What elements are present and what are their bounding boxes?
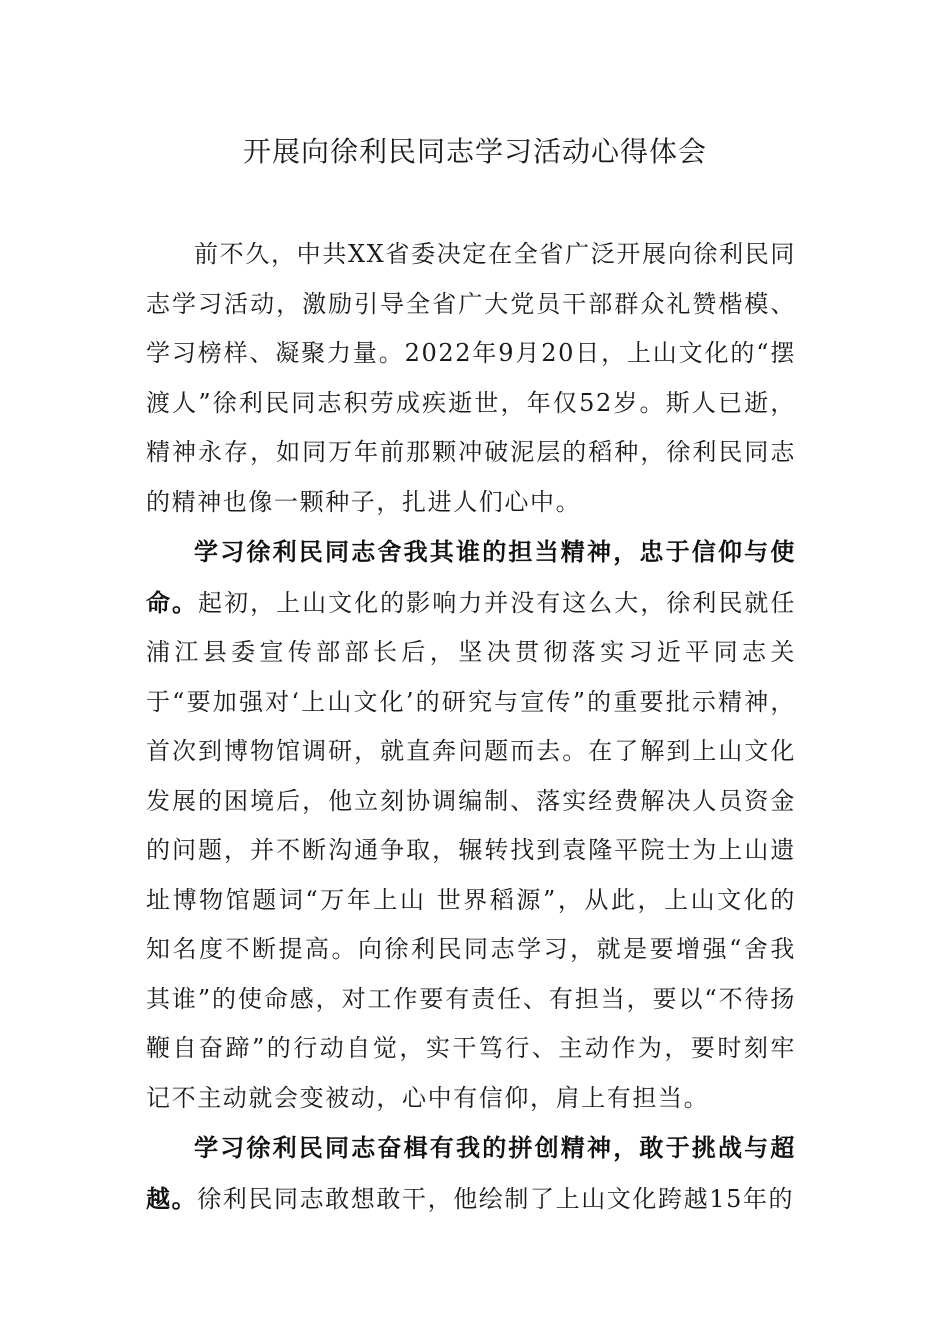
paragraph-lead-heading: 学习徐利民同志奋楫有我的拼创精神，敢于挑战与超越。 — [146, 1133, 796, 1213]
paragraph-responsibility — [146, 527, 796, 1123]
paragraph-innovation — [146, 1123, 796, 1224]
paragraph-lead-heading: 学习徐利民同志舍我其谁的担当精神，忠于信仰与使命。 — [146, 537, 796, 617]
paragraph-intro — [146, 230, 796, 527]
paragraph-text: 起初，上山文化的影响力并没有这么大，徐利民就任浦江县委宣传部部长后，坚决贯彻落实习近平同志关于“要加强对‘上山文化’的研究与宣传”的重要批示精神，首次到博物馆调研，就直奔问题而去。在了解到上山文化发展的困境后，他立刻协调编制、落实经费解决人员资金的问题，并不断沟通争取，辗转找到袁隆平院士为上山遗址博物馆题词“万年上山 世界稻源”，从此，上山文化的知名度不断提高。向徐利民同志学习，就是要增强“舍我其谁”的使命感，对工作要有责任、有担当，要以“不待扬鞭自奋蹄”的行动自觉，实干笃行、主动作为，要时刻牢记不主动就会变被动，心中有信仰，肩上有担当。 — [146, 588, 796, 1112]
paragraph-text: 徐利民同志敢想敢干，他绘制了上山文化跨越15年的 — [197, 1184, 795, 1213]
document-body — [146, 230, 796, 1224]
paragraph-text: 前不久，中共XX省委决定在全省广泛开展向徐利民同志学习活动，激励引导全省广大党员干部群众礼赞楷模、学习榜样、凝聚力量。2022年9月20日，上山文化的“摆渡人”徐利民同志积劳成疾逝世，年仅52岁。斯人已逝，精神永存，如同万年前那颗冲破泥层的稻种，徐利民同志的精神也像一颗种子，扎进人们心中。 — [146, 240, 796, 516]
document-title: 开展向徐利民同志学习活动心得体会 — [242, 135, 707, 168]
